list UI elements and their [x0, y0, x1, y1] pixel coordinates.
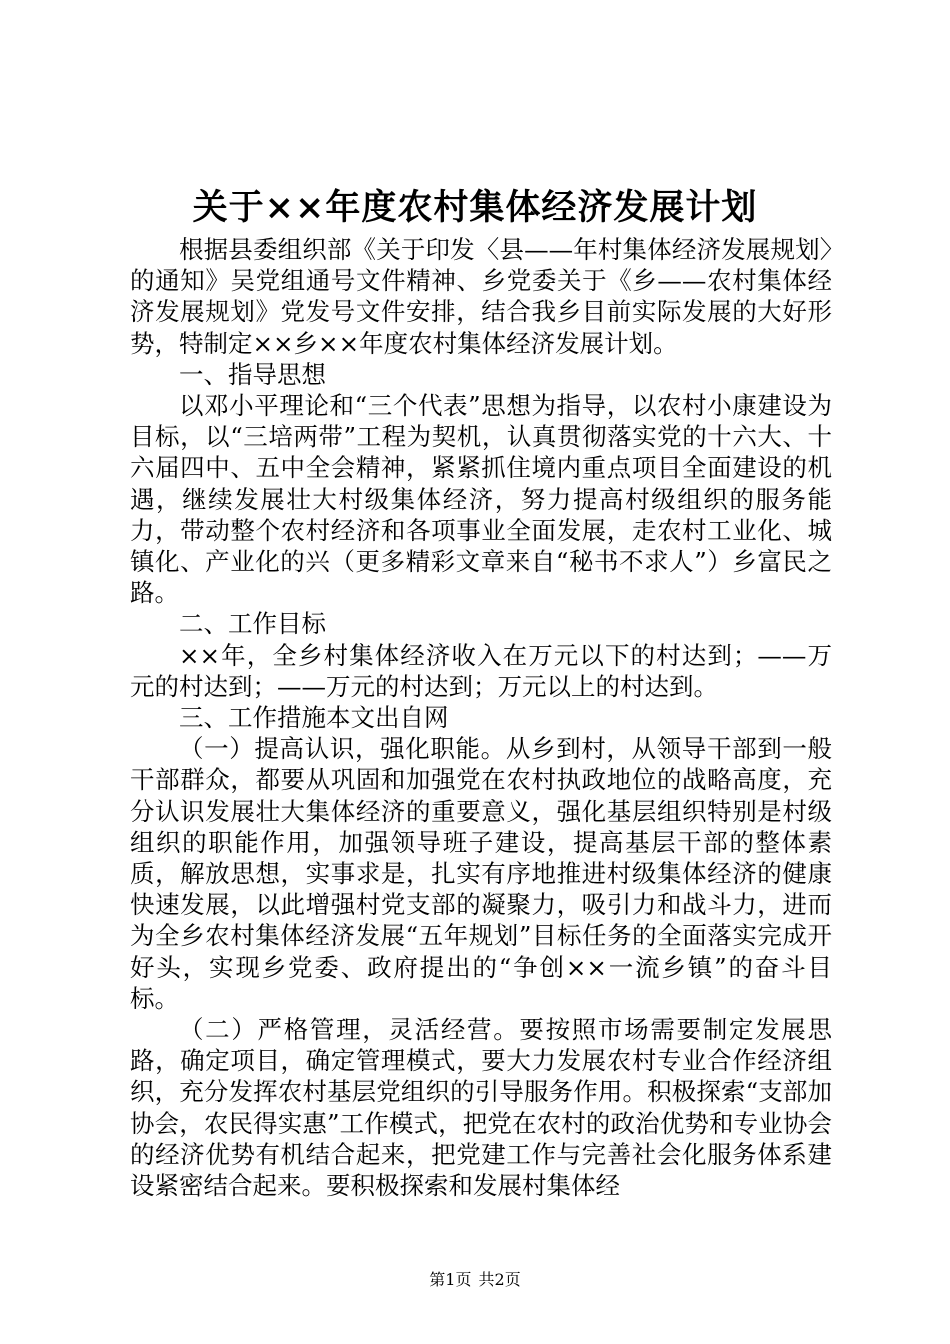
page-number: 第1页 [429, 1270, 472, 1289]
work-goals-paragraph: ××年，全乡村集体经济收入在万元以下的村达到；——万元的村达到；——万元的村达到；万元以上的村达到。 [130, 640, 832, 701]
document-title: 关于××年度农村集体经济发展计划 [192, 187, 758, 228]
section-heading-work-goals: 二、工作目标 [179, 609, 326, 639]
section-heading-work-measures: 三、工作措施本文出自网 [179, 703, 449, 733]
document-body [130, 234, 832, 1201]
intro-paragraph: 根据县委组织部《关于印发〈县——年村集体经济发展规划〉的通知》吴党组通号文件精神、乡党委关于《乡——农村集体经济发展规划》党发号文件安排，结合我乡目前实际发展的大好形势，特制定××乡××年度农村集体经济发展计划。 [130, 235, 832, 358]
measure-one-paragraph: （一）提高认识，强化职能。从乡到村，从领导干部到一般干部群众，都要从巩固和加强党在农村执政地位的战略高度，充分认识发展壮大集体经济的重要意义，强化基层组织特别是村级组织的职能作用，加强领导班子建设，提高基层干部的整体素质，解放思想，实事求是，扎实有序地推进村级集体经济的健康快速发展，以此增强村党支部的凝聚力，吸引力和战斗力，进而为全乡农村集体经济发展“五年规划”目标任务的全面落实完成开好头，实现乡党委、政府提出的“争创××一流乡镇”的奋斗目标。 [130, 734, 832, 1013]
page-total: 共2页 [478, 1270, 521, 1289]
guiding-ideology-paragraph: 以邓小平理论和“三个代表”思想为指导，以农村小康建设为目标，以“三培两带”工程为契机，认真贯彻落实党的十六大、十六届四中、五中全会精神，紧紧抓住境内重点项目全面建设的机遇，继续发展壮大村级集体经济，努力提高村级组织的服务能力，带动整个农村经济和各项事业全面发展，走农村工业化、城镇化、产业化的兴（更多精彩文章来自“秘书不求人”）乡富民之路。 [130, 391, 832, 608]
section-heading-guiding-ideology: 一、指导思想 [179, 359, 326, 389]
measure-two-paragraph: （二）严格管理，灵活经营。要按照市场需要制定发展思路，确定项目，确定管理模式，要大力发展农村专业合作经济组织，充分发挥农村基层党组织的引导服务作用。积极探索“支部加协会，农民得实惠”工作模式，把党在农村的政治优势和专业协会的经济优势有机结合起来，把党建工作与完善社会化服务体系建设紧密结合起来。要积极探索和发展村集体经 [130, 1015, 832, 1201]
page-footer [0, 1268, 950, 1292]
